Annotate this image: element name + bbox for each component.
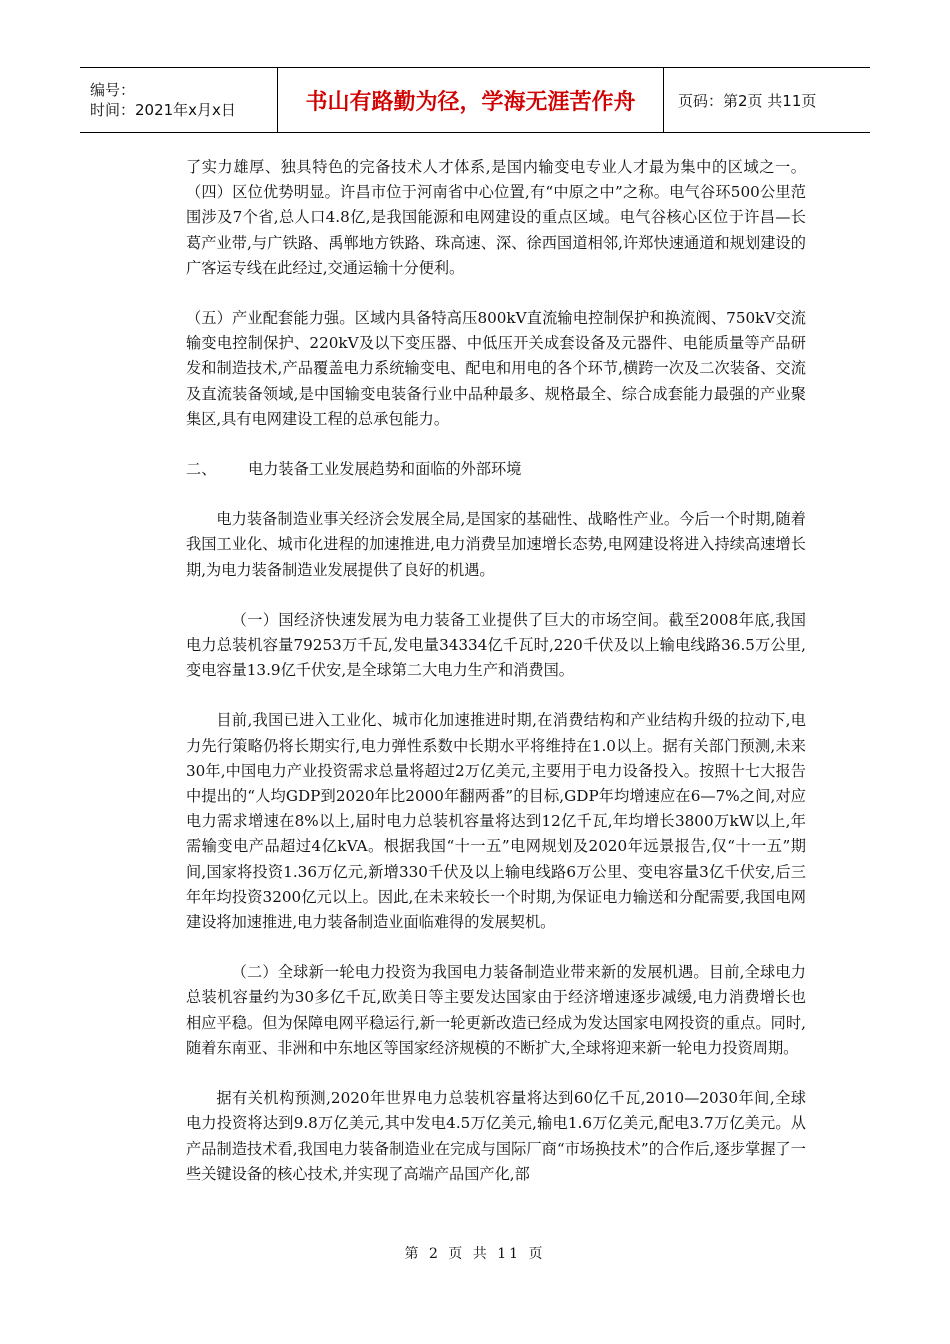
- paragraph-forecast: 据有关机构预测,2020年世界电力总装机容量将达到60亿千瓦,2010—2030年间,全球电力投资将达到9.8万亿美元,其中发电4.5万亿美元,输电1.6万亿美元,配电3.7万亿美元。从产品制造技术看,我国电力装备制造业在完成与国际厂商“市场换技术”的合作后,逐步掌握了一些关键设备的核心技术,并实现了高端产品国产化,部: [186, 1089, 806, 1183]
- paragraph-intro: 电力装备制造业事关经济会发展全局,是国家的基础性、战略性产业。今后一个时期,随着我国工业化、城市化进程的加速推进,电力消费呈加速增长态势,电网建设将进入持续高速增长期,为电力装备制造业发展提供了良好的机遇。: [186, 510, 806, 579]
- paragraph-domestic-market: （一）国经济快速发展为电力装备工业提供了巨大的市场空间。截至2008年底,我国电力总装机容量79253万千瓦,发电量34334亿千瓦时,220千伏及以上输电线路36.5万公里,变电容量13.9亿千伏安,是全球第二大电力生产和消费国。: [186, 610, 806, 680]
- paragraph-current-stage: 目前,我国已进入工业化、城市化加速推进时期,在消费结构和产业结构升级的拉动下,电力先行策略仍将长期实行,电力弹性系数中长期水平将维持在1.0以上。据有关部门预测,未来30年,中国电力产业投资需求总量将超过2万亿美元,主要用于电力设备投入。按照十七大报告中提出的“人均GDP到2020年比2000年翻两番”的目标,GDP年均增速应在6—7%之间,对应电力需求增速在8%以上,届时电力总装机容量将达到12亿千瓦,年均增长3800万kW以上,年需输变电产品超过4亿kVA。根据我国“十一五”电网规划及2020年远景报告,仅“十一五”期间,国家将投资1.36万亿元,新增330千伏及以上输电线路6万公里、变电容量3亿千伏安,后三年年均投资3200亿元以上。因此,在未来较长一个时期,为保证电力输送和分配需要,我国电网建设将加速推进,电力装备制造业面临难得的发展契机。: [186, 711, 806, 932]
- page-number-label: 页码：第2页 共11页: [678, 91, 817, 110]
- paragraph-industry-support: （五）产业配套能力强。区域内具备特高压800kV直流输电控制保护和换流阀、750kV交流输变电控制保护、220kV及以下变压器、中低压开关成套设备及元器件、电能质量等产品研发和制造技术,产品覆盖电力系统输变电、配电和用电的各个环节,横跨一次及二次装备、交流及直流装备领域,是中国输变电装备行业中品种最多、规格最全、综合成套能力最强的产业聚集区,具有电网建设工程的总承包能力。: [186, 309, 806, 428]
- header-meta-cell: [80, 68, 278, 132]
- header-motto: 书山有路勤为径，学海无涯苦作舟: [305, 89, 636, 115]
- paragraph-talent-location: 了实力雄厚、独具特色的完备技术人才体系,是国内输变电专业人才最为集中的区域之一。 （四）区位优势明显。许昌市位于河南省中心位置,有“中原之中”之称。电气谷环500公里范围涉及7个省,总人口4.8亿,是我国能源和电网建设的重点区域。电气谷核心区位于许昌—长葛产业带,与广铁路、禹郸地方铁路、珠高速、深、徐西国道相邻,许郑快速通道和规划建设的广客运专线在此经过,交通运输十分便利。: [186, 158, 806, 277]
- doc-number-label: 编号：: [90, 81, 136, 99]
- section-heading: [186, 457, 806, 482]
- header-page-cell: [664, 68, 870, 132]
- page-footer: 第 2 页 共 11 页: [404, 1246, 546, 1262]
- date-label: 时间：2021年x月x日: [90, 101, 236, 119]
- section-heading-text: 电力装备工业发展趋势和面临的外部环境: [248, 460, 522, 479]
- header-motto-cell: [278, 68, 664, 132]
- document-body: [186, 155, 806, 1212]
- page-header: [80, 67, 870, 133]
- section-heading-number: 二、: [186, 460, 217, 479]
- paragraph-global-investment: （二）全球新一轮电力投资为我国电力装备制造业带来新的发展机遇。目前,全球电力总装机容量约为30多亿千瓦,欧美日等主要发达国家由于经济增速逐步减缓,电力消费增长也相应平稳。但为保障电网平稳运行,新一轮更新改造已经成为发达国家电网投资的重点。同时,随着东南亚、非洲和中东地区等国家经济规模的不断扩大,全球将迎来新一轮电力投资周期。: [186, 963, 806, 1057]
